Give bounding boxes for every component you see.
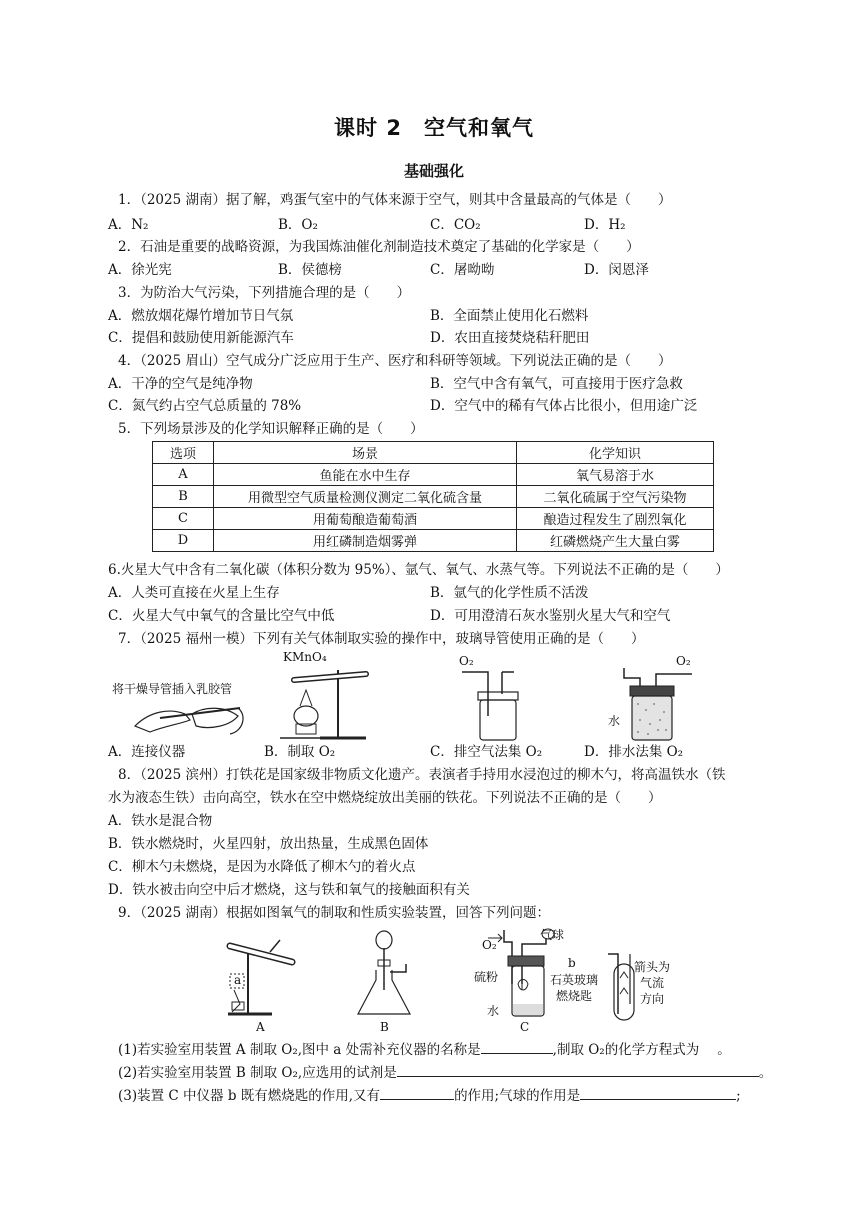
table-cell: A <box>153 464 214 486</box>
q3-option-c: C．提倡和鼓励使用新能源汽车 <box>108 330 294 346</box>
q9-sub-1 <box>118 1039 731 1060</box>
table-row <box>153 508 714 530</box>
q9-sub-1-text-a: (1)若实验室用装置 A 制取 O₂,图中 a 处需补充仪器的名称是 <box>118 1042 481 1058</box>
q9-sub-3-text-a: (3)装置 C 中仪器 b 既有燃烧匙的作用,又有 <box>118 1088 381 1104</box>
q7-water-label: 水 <box>608 714 621 728</box>
q9-sub-1-text-c: 。 <box>717 1042 731 1058</box>
q1-option-c: C．CO₂ <box>430 217 481 233</box>
question-7-stem: 7．（2025 福州一模）下列有关气体制取实验的操作中，玻璃导管使用正确的是（ ） <box>118 631 645 647</box>
q9-apparatus-b-label: B <box>380 1020 389 1034</box>
q2-option-a: A．徐光宪 <box>108 262 172 278</box>
question-1-stem: 1．（2025 湖南）据了解，鸡蛋气室中的气体来源于空气，则其中含量最高的气体是（ ） <box>118 192 672 208</box>
table-cell: D <box>153 530 214 552</box>
q7-figure-a-hands <box>130 696 250 738</box>
q9-o2-label: O₂ <box>482 938 497 952</box>
q6-option-a: A．人类可直接在火星上生存 <box>108 585 280 601</box>
q2-option-d: D．闵恩泽 <box>584 262 649 278</box>
q4-option-c: C．氮气约占空气总质量的 78% <box>108 398 302 414</box>
section-title: 基础强化 <box>403 162 464 180</box>
question-3-stem: 3．为防治大气污染，下列措施合理的是（ ） <box>118 285 411 301</box>
question-2-stem: 2．石油是重要的战略资源，为我国炼油催化剂制造技术奠定了基础的化学家是（ ） <box>118 239 640 255</box>
q9-gas-flow-figure <box>600 944 640 1024</box>
q1-option-d: D．H₂ <box>584 217 626 233</box>
question-4-stem: 4．（2025 眉山）空气成分广泛应用于生产、医疗和科研等领域。下列说法正确的是（ ） <box>118 353 672 369</box>
table-cell: 氧气易溶于水 <box>517 464 714 486</box>
table-cell: 用微型空气质量检测仪测定二氧化硫含量 <box>214 486 517 508</box>
q9-sub-3-text-b: 的作用;气球的作用是 <box>454 1088 581 1104</box>
table-cell: B <box>153 486 214 508</box>
q9-sub-1-text-b: ,制取 O₂的化学方程式为 <box>552 1042 700 1058</box>
q9-sulfur-label: 硫粉 <box>474 970 499 984</box>
q9-blank-1[interactable] <box>481 1039 553 1054</box>
q4-option-a: A．干净的空气是纯净物 <box>108 376 253 392</box>
question-8-stem-line-1: 8．（2025 滨州）打铁花是国家级非物质文化遗产。表演者手持用水浸泡过的柳木勺，将高温铁水（铁 <box>118 767 726 783</box>
q8-option-c: C．柳木勺未燃烧，是因为水降低了柳木勺的着火点 <box>108 859 416 875</box>
table-cell: 二氧化硫属于空气污染物 <box>517 486 714 508</box>
table-cell: 用红磷制造烟雾弹 <box>214 530 517 552</box>
q4-option-d: D．空气中的稀有气体占比很小，但用途广泛 <box>430 398 698 414</box>
q9-arrow-note-line-1: 箭头为 <box>634 960 671 974</box>
q7-option-b: B．制取 O₂ <box>264 744 336 760</box>
question-9-stem: 9．（2025 湖南）根据如图氧气的制取和性质实验装置，回答下列问题： <box>118 905 550 921</box>
q7-figure-c-bottle <box>458 666 538 744</box>
q9-apparatus-b <box>354 928 424 1020</box>
q7-figure-d-bottle <box>620 664 700 744</box>
q9-apparatus-c-label: C <box>520 1020 530 1034</box>
q7-figure-b-apparatus <box>270 666 380 742</box>
q9-blank-4[interactable] <box>580 1085 736 1100</box>
q3-option-a: A．燃放烟花爆竹增加节日气氛 <box>108 308 294 324</box>
q7-option-a: A．连接仪器 <box>108 744 186 760</box>
q7-hand-note: 将干燥导管插入乳胶管 <box>112 682 233 696</box>
q9-sub-2 <box>118 1062 772 1083</box>
table-row <box>153 530 714 552</box>
q6-option-c: C．火星大气中氧气的含量比空气中低 <box>108 608 335 624</box>
q9-apparatus-c <box>486 924 586 1020</box>
q9-quartz-label: 石英玻璃 <box>550 973 599 987</box>
table-header-cell: 选项 <box>153 442 214 464</box>
q7-option-d: D．排水法集 O₂ <box>584 744 684 760</box>
question-5-stem: 5．下列场景涉及的化学知识解释正确的是（ ） <box>118 421 424 437</box>
question-8-stem-line-2: 水为液态生铁）击向高空，铁水在空中燃烧绽放出美丽的铁花。下列说法不正确的是（ ） <box>108 790 662 806</box>
q7-kmno4-label: KMnO₄ <box>283 650 327 664</box>
q9-sub-3 <box>118 1085 741 1106</box>
q7-option-c: C．排空气法集 O₂ <box>430 744 543 760</box>
q9-balloon-label: 气球 <box>540 928 565 942</box>
q9-blank-2[interactable] <box>397 1062 759 1077</box>
q9-sub-2-text-a: (2)若实验室用装置 B 制取 O₂,应选用的试剂是 <box>118 1065 397 1081</box>
q3-option-d: D．农田直接焚烧秸秆肥田 <box>430 330 590 346</box>
q1-option-b: B．O₂ <box>278 217 318 233</box>
table-header-cell: 场景 <box>214 442 517 464</box>
q9-blank-3[interactable] <box>380 1085 454 1100</box>
q9-arrow-note-line-3: 方向 <box>640 992 665 1006</box>
q4-option-b: B．空气中含有氧气，可直接用于医疗急救 <box>430 376 683 392</box>
table-cell: C <box>153 508 214 530</box>
q2-option-b: B．侯德榜 <box>278 262 342 278</box>
table-row <box>153 486 714 508</box>
q6-option-b: B．氩气的化学性质不活泼 <box>430 585 589 601</box>
q8-option-d: D．铁水被击向空中后才燃烧，这与铁和氧气的接触面积有关 <box>108 882 470 898</box>
table-header-row <box>153 442 714 464</box>
q8-option-a: A．铁水是混合物 <box>108 813 213 829</box>
q2-option-c: C．屠呦呦 <box>430 262 495 278</box>
q9-water-label: 水 <box>487 1004 500 1018</box>
table-cell: 红磷燃烧产生大量白雾 <box>517 530 714 552</box>
q9-label-a: a <box>234 973 242 987</box>
q9-sub-2-text-b: 。 <box>758 1065 773 1081</box>
q7-o2-left-label: O₂ <box>459 654 474 668</box>
table-cell: 酿造过程发生了剧烈氧化 <box>517 508 714 530</box>
table-header-cell: 化学知识 <box>517 442 714 464</box>
q9-spoon-label: 燃烧匙 <box>556 989 593 1003</box>
q9-sub-3-text-c: ; <box>736 1088 741 1104</box>
q5-table <box>152 441 714 552</box>
table-cell: 用葡萄酿造葡萄酒 <box>214 508 517 530</box>
q9-apparatus-a-label: A <box>256 1020 265 1034</box>
q9-b-label: b <box>568 956 576 970</box>
q9-arrow-note-line-2: 气流 <box>640 976 665 990</box>
page-title: 课时 2 空气和氧气 <box>334 116 534 140</box>
table-cell: 鱼能在水中生存 <box>214 464 517 486</box>
q7-o2-right-label: O₂ <box>676 654 691 668</box>
q3-option-b: B．全面禁止使用化石燃料 <box>430 308 589 324</box>
q8-option-b: B．铁水燃烧时，火星四射，放出热量，生成黑色固体 <box>108 836 429 852</box>
q6-option-d: D．可用澄清石灰水鉴别火星大气和空气 <box>430 608 671 624</box>
question-6-stem: 6.火星大气中含有二氧化碳（体积分数为 95%）、氩气、氧气、水蒸气等。下列说法不正确的是（ ） <box>108 562 729 578</box>
table-row <box>153 464 714 486</box>
q1-option-a: A．N₂ <box>108 217 149 233</box>
